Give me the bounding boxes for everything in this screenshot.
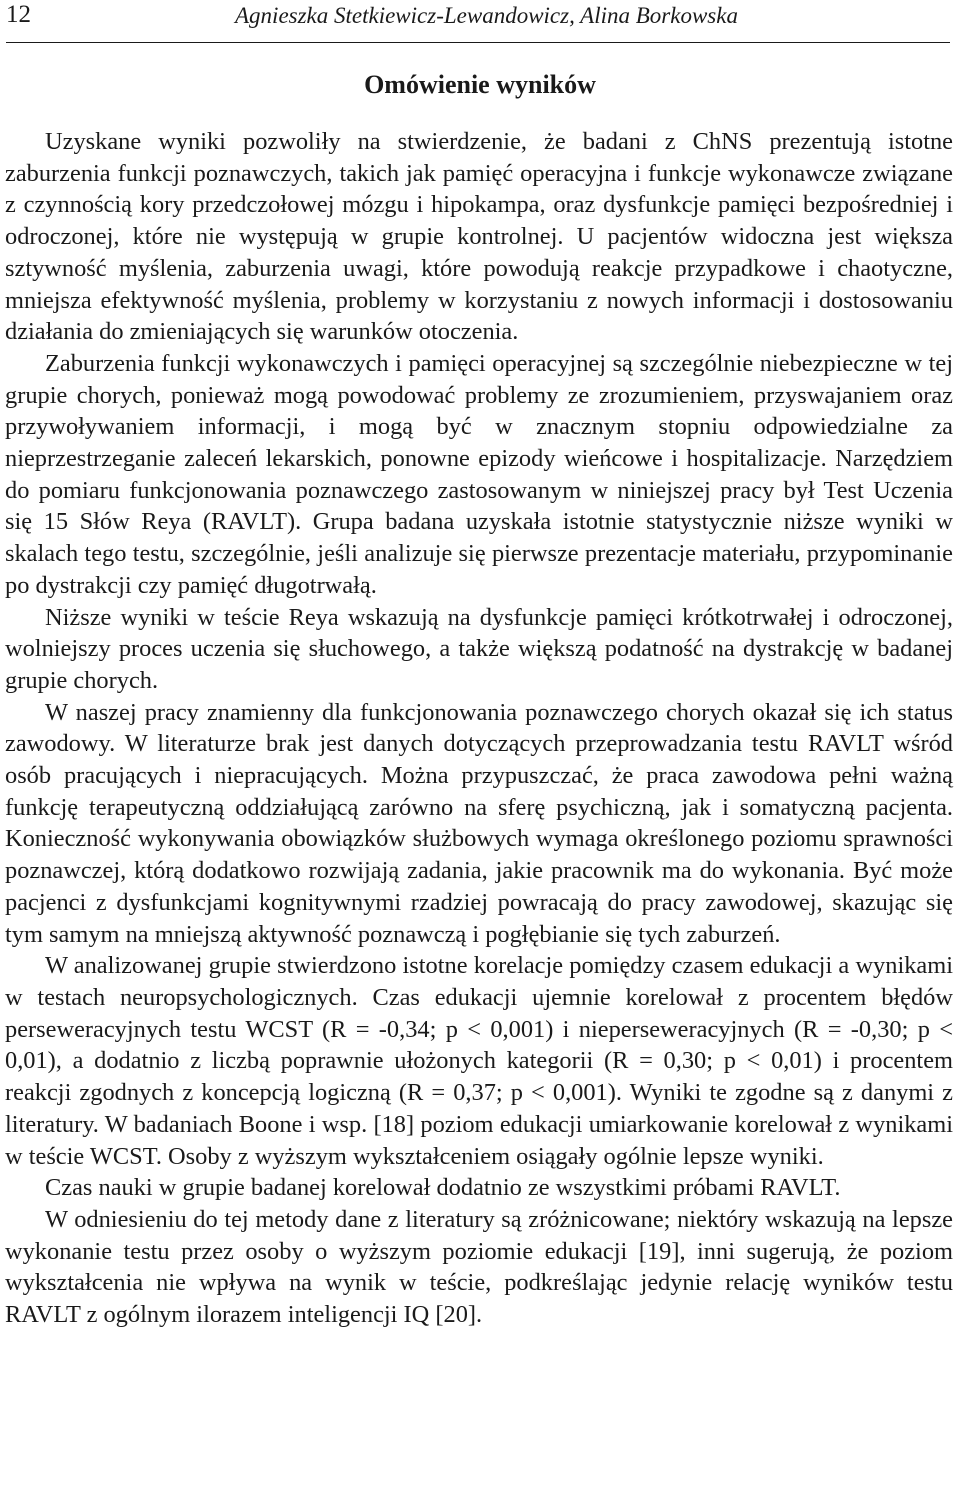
paragraph: Zaburzenia funkcji wykonawczych i pamięci operacyjnej są szczególnie niebezpieczne w tej grupie chorych, ponieważ mogą powodować problemy ze zrozumieniem, przyswajaniem oraz przywoływaniem informacji, i mogą być w znacznym stopniu odpowiedzialne za nieprzestrzeganie zaleceń lekarskich, ponowne epizody wieńcowe i hospitalizacje. Narzędziem do pomiaru funkcjonowania poznawczego zastosowanym w niniejszej pracy był Test Uczenia się 15 Słów Reya (RAVLT). Grupa badana uzyskała istotnie statystycznie niższe wyniki w skalach tego testu, szczególnie, jeśli analizuje się pierwsze prezentacje materiału, przypominanie po dystrakcji czy pamięć długotrwałą. [5, 349, 953, 599]
paragraph: Czas nauki w grupie badanej korelował dodatnio ze wszystkimi próbami RAVLT. [45, 1174, 841, 1202]
page-number: 12 [6, 1, 31, 28]
running-header [6, 0, 950, 43]
paragraph: W odniesieniu do tej metody dane z literatury są zróżnicowane; niektóry wskazują na lepsze wykonanie testu przez osoby o wyższym poziomie edukacji [19], inni sugerują, że poziom wykształcenia nie wpływa na wynik w teście, podkreślając jedynie relację wyników testu RAVLT z ogólnym ilorazem inteligencji IQ [20]. [5, 1205, 953, 1329]
paragraph: Niższe wyniki w teście Reya wskazują na dysfunkcje pamięci krótkotrwałej i odroczonej, wolniejszy proces uczenia się słuchowego, a także większą podatność na dystrakcję w badanej grupie chorych. [5, 603, 953, 694]
paragraph: W analizowanej grupie stwierdzono istotne korelacje pomiędzy czasem edukacji a wynikami w testach neuropsychologicznych. Czas edukacji ujemnie korelował z procentem błędów perseweracyjnych testu WCST (R = -0,34; p < 0,001) i nieperseweracyjnych (R = -0,30; p < 0,01), a dodatnio z liczbą poprawnie ułożonych kategorii (R = 0,30; p < 0,01) i procentem reakcji zgodnych z koncepcją logiczną (R = 0,37; p < 0,001). Wyniki te zgodne są z danymi z literatury. W badaniach Boone i wsp. [18] poziom edukacji umiarkowanie korelował z wynikami w teście WCST. Osoby z wyższym wykształceniem osiągały ogólnie lepsze wyniki. [5, 952, 953, 1170]
section-title: Omówienie wyników [364, 70, 596, 99]
paragraph: Uzyskane wyniki pozwoliły na stwierdzenie, że badani z ChNS prezentują istotne zaburzenia funkcji poznawczych, takich jak pamięć operacyjna i funkcje wykonawcze związane z czynnością kory przedczołowej mózgu i hipokampa, oraz dysfunkcje pamięci bezpośredniej i odroczonej, które nie występują w grupie kontrolnej. U pacjentów widoczna jest większa sztywność myślenia, zaburzenia uwagi, które powodują reakcje przypadkowe i chaotyczne, mniejsza efektywność myślenia, problemy w korzystaniu z nowych informacji i dostosowaniu działania do zmieniających się warunków otoczenia. [5, 128, 953, 346]
running-header-authors: Agnieszka Stetkiewicz-Lewandowicz, Alina Borkowska [235, 3, 738, 28]
paragraph: W naszej pracy znamienny dla funkcjonowania poznawczego chorych okazał się ich status zawodowy. W literaturze brak jest danych dotyczących przeprowadzania testu RAVLT wśród osób pracujących i niepracujących. Można przypuszczać, że praca zawodowa pełni ważną funkcję terapeutyczną oddziałującą zarówno na sferę psychiczną, jak i somatyczną pacjenta. Konieczność wykonywania obowiązków służbowych wymaga określonego poziomu sprawności poznawczej, którą dodatkowo rozwijają zadania, jakie pracownik ma do wykonania. Być może pacjenci z dysfunkcjami kognitywnymi rzadziej powracają do pracy zawodowej, skazując się tym samym na mniejszą aktywność poznawczą i pogłębianie się tych zaburzeń. [5, 698, 953, 948]
body-text [5, 126, 953, 1331]
